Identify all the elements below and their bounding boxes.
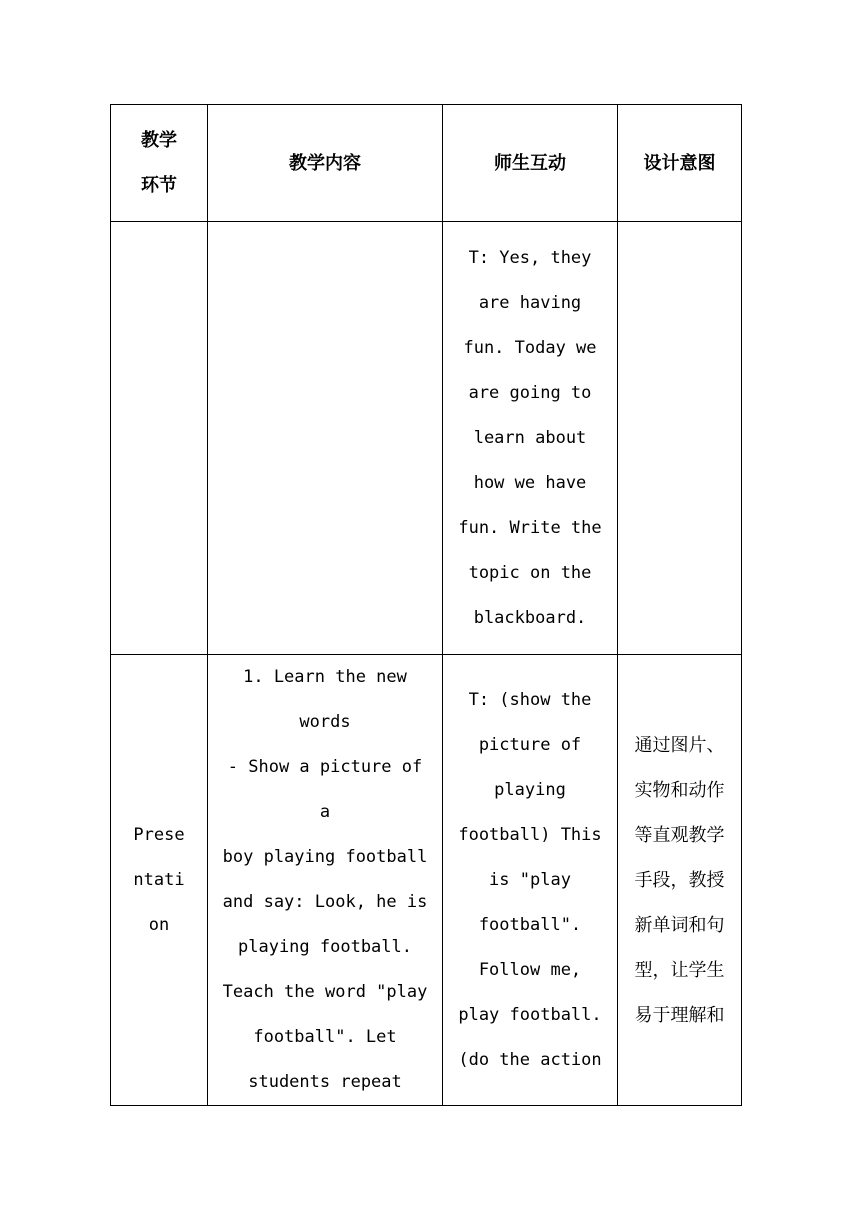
cell-interaction: T: Yes, they are having fun. Today we are going to learn about how we have fun. Write the topic on the blackboard. bbox=[443, 222, 618, 655]
cell-intent bbox=[618, 222, 742, 655]
header-stage: 教学环节 bbox=[111, 105, 208, 222]
cell-intent: 通过图片、实物和动作等直观教学手段，教授新单词和句型，让学生易于理解和 bbox=[618, 655, 742, 1106]
table-row bbox=[111, 655, 742, 1106]
header-interaction: 师生互动 bbox=[443, 105, 618, 222]
table-header-row bbox=[111, 105, 742, 222]
table-row bbox=[111, 222, 742, 655]
header-content: 教学内容 bbox=[208, 105, 443, 222]
cell-stage: Prese ntati on bbox=[111, 655, 208, 1106]
cell-interaction: T: (show the picture of playing football) This is "play football". Follow me, play football. (do the action bbox=[443, 655, 618, 1106]
header-intent: 设计意图 bbox=[618, 105, 742, 222]
cell-stage bbox=[111, 222, 208, 655]
cell-content bbox=[208, 222, 443, 655]
lesson-plan-table bbox=[110, 104, 742, 1106]
cell-content: 1. Learn the new words - Show a picture of a boy playing football and say: Look, he is playing football. Teach the word "play football". Let students repeat bbox=[208, 655, 443, 1106]
